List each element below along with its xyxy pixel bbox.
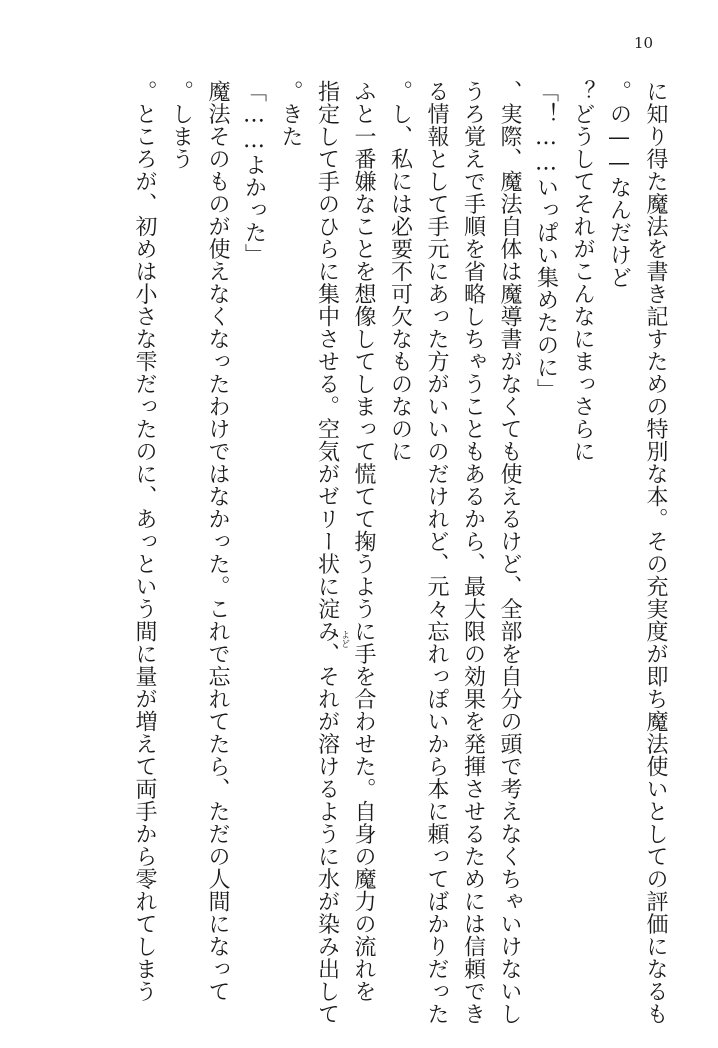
text-line: し、私には必要不可欠なものなのに。: [387, 80, 413, 463]
text-line: うろ覚えで手順を省略しちゃうこともあるから、最大限の効果を発揮させるためには信頼でき: [460, 80, 486, 1025]
text-line: 指定して手のひらに集中させる。空気がゼリー状に淀み、それが溶けるように水が染み出して: [314, 80, 340, 1025]
text-line: しまう。: [168, 80, 194, 170]
text-line: どうしてそれがこんなにまっさらに？: [570, 80, 595, 485]
ruby-annotation: よど: [339, 630, 349, 648]
page-number: 10: [634, 34, 654, 52]
text-line: ふと一番嫌なことを想像してしまって慌てて掬うように手を合わせた。自身の魔力の流れを: [351, 80, 376, 1025]
text-line: きた。: [278, 80, 303, 148]
text-line: 魔法そのものが使えなくなったわけではなかった。これで忘れてたら、ただの人間になって: [205, 80, 230, 1025]
vertical-text-body: [132, 80, 668, 1048]
text-line: 実際、魔法自体は魔導書がなくても使えるけど、全部を自分の頭で考えなくちゃいけないし、: [497, 80, 522, 1048]
text-line: る情報として手元にあった方がいいのだけれど、元々忘れっぽいから本に頼ってばかりだった: [424, 80, 449, 1025]
text-line: の——なんだけど。: [606, 80, 632, 289]
text-line: 「よかった……」: [241, 80, 267, 266]
text-line: ところが、初めは小さな雫だったのに、あっという間に量が増えて両手から零れてしまう。: [132, 80, 157, 1025]
text-line: に知り得た魔法を書き記すための特別な本。その充実度が即ち魔法使いとしての評価になるも: [643, 80, 668, 1025]
text-line: 「いっぱい集めたのに……！」: [533, 80, 559, 401]
